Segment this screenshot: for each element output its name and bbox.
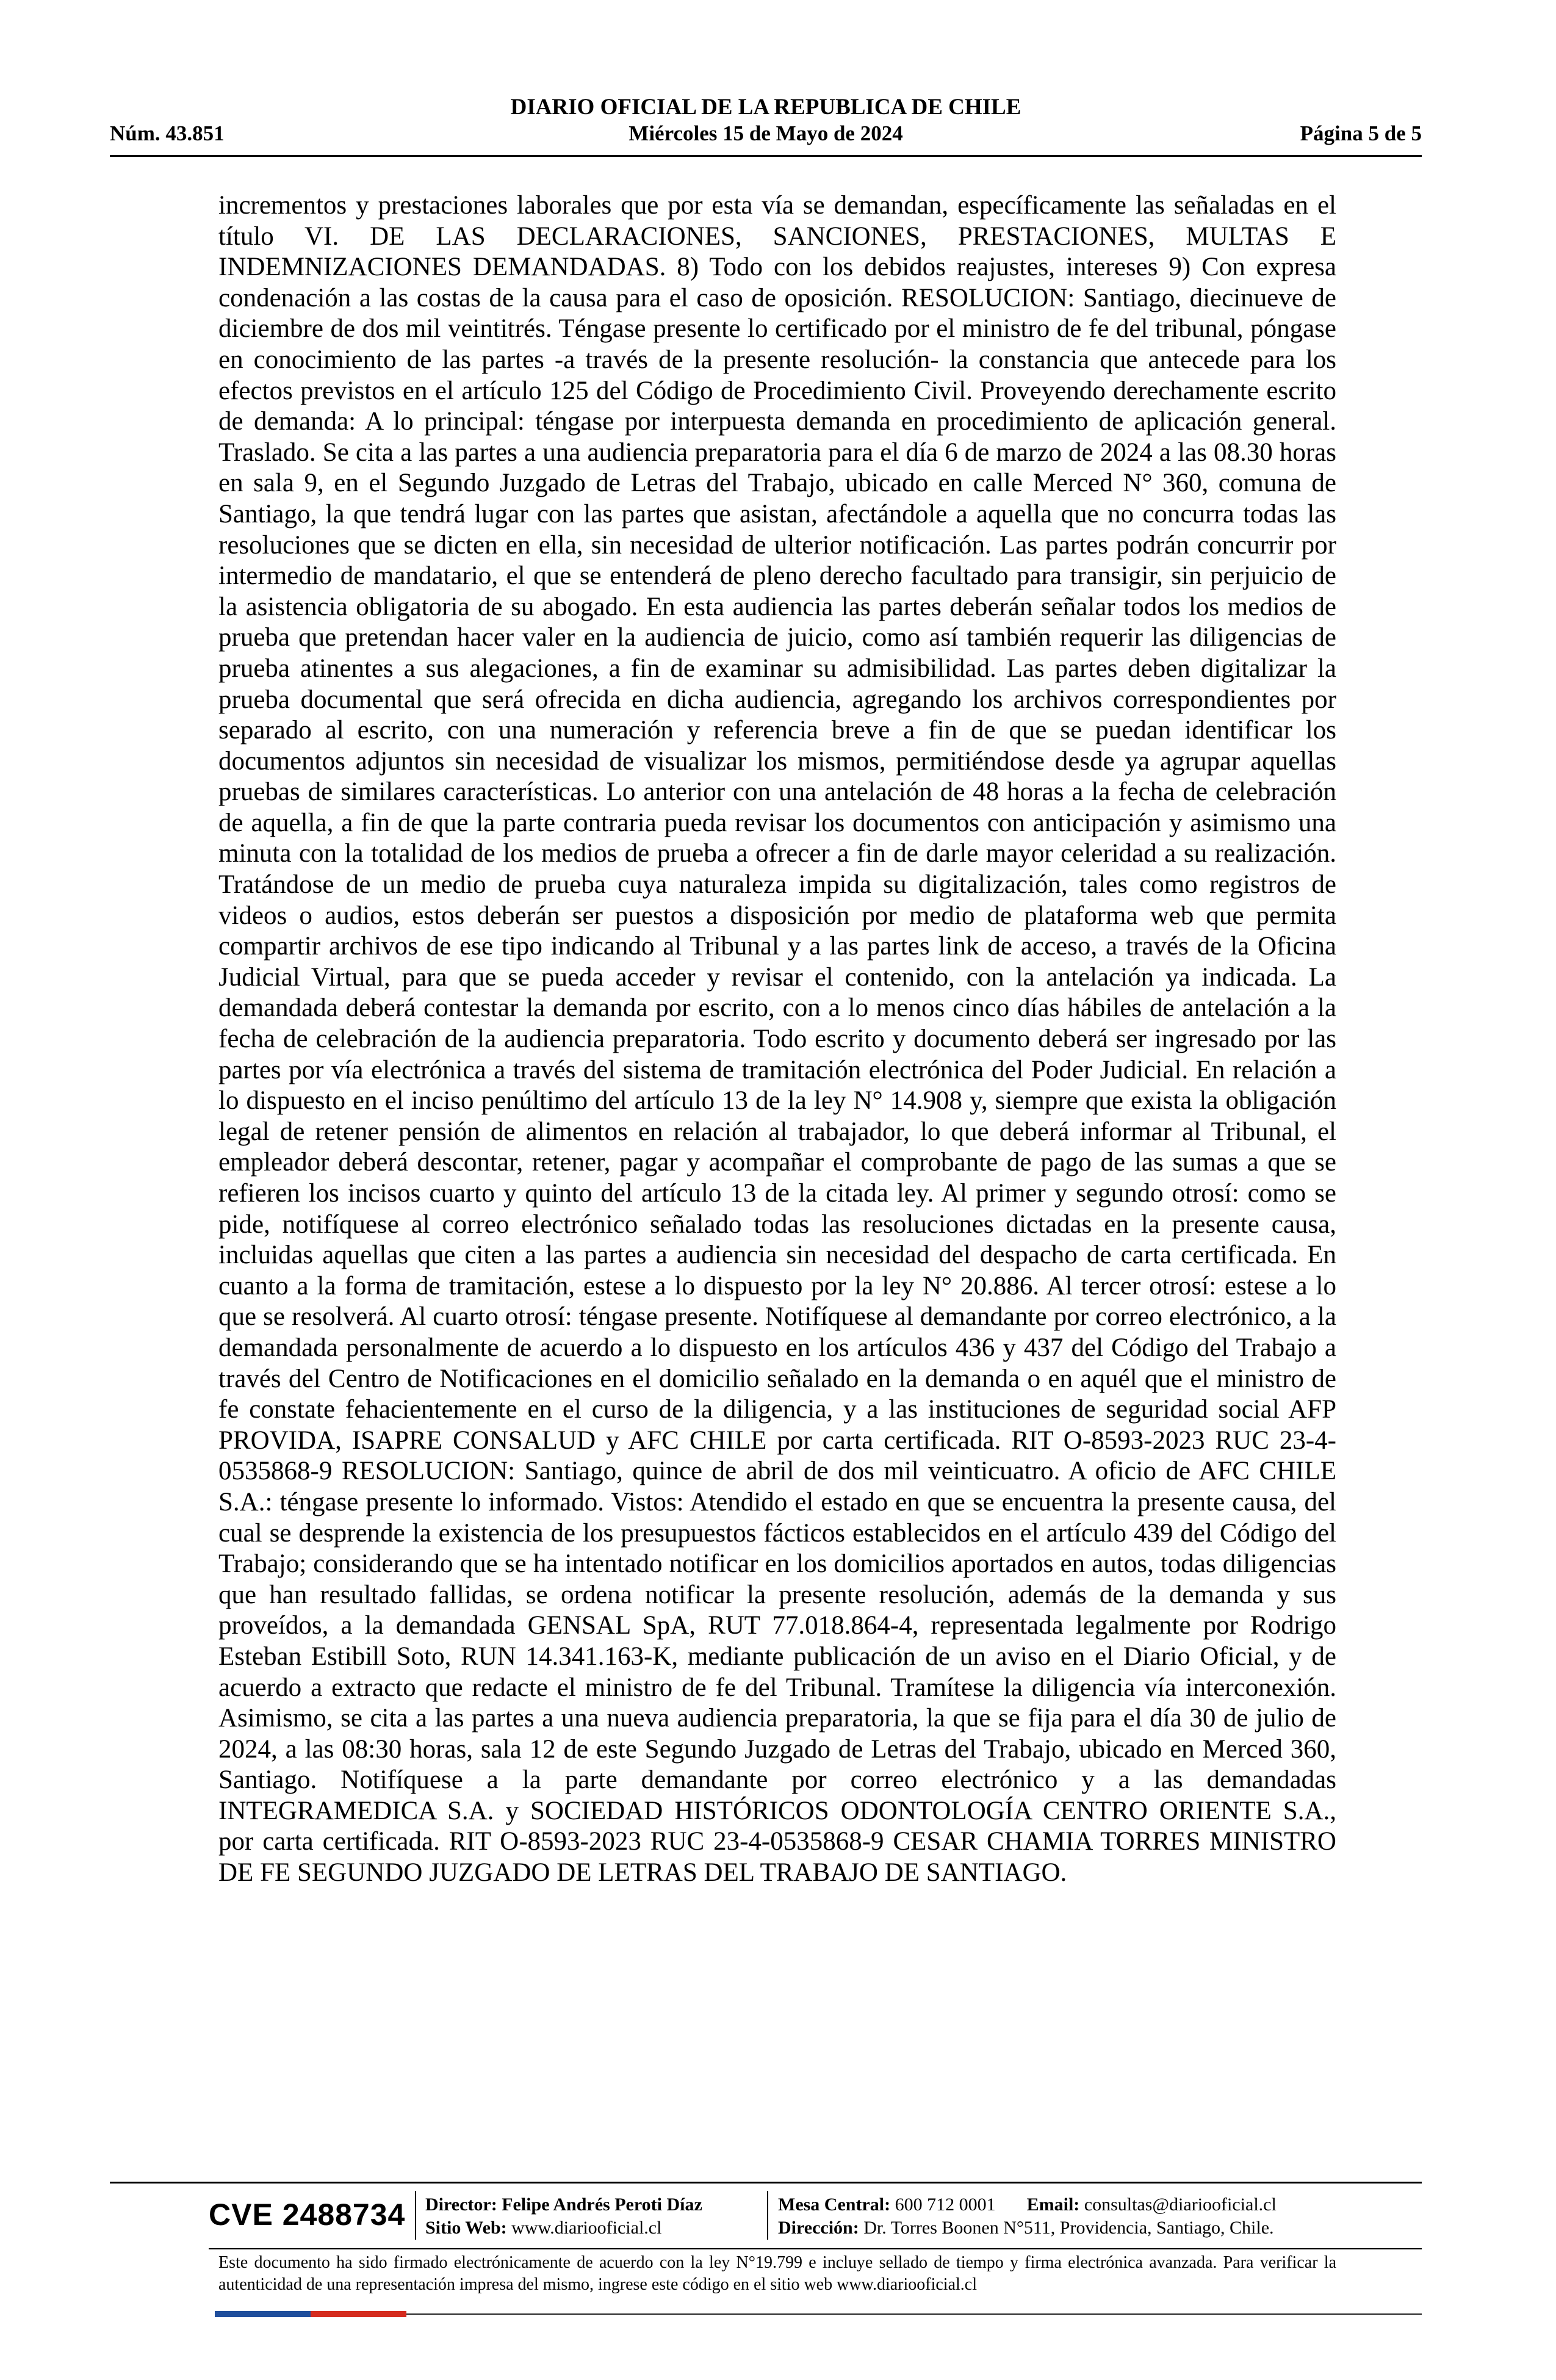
footer-contact-column [778,2193,1277,2240]
director-name: Felipe Andrés Peroti Díaz [502,2194,702,2215]
issue-number: Núm. 43.851 [110,121,225,145]
cve-code: CVE 2488734 [209,2198,406,2232]
flag-red-segment [311,2311,406,2317]
issue-date: Miércoles 15 de Mayo de 2024 [629,121,903,145]
email-label: Email: [1026,2194,1080,2215]
footer-divider [209,2248,1422,2249]
contact-line [778,2193,1277,2216]
website-line [425,2216,702,2240]
phone-label: Mesa Central: [778,2194,891,2215]
director-line [425,2193,702,2216]
address-label: Dirección: [778,2218,859,2238]
footer-director-column [425,2193,702,2240]
flag-color-bar [215,2311,406,2317]
body-paragraph: incrementos y prestaciones laborales que por esta vía se demandan, específicamente las señaladas en el título VI. DE LAS DECLARACIONES, SANCIONES, PRESTACIONES, MULTAS E INDEMNIZACIONES DEMANDADAS. 8) Todo con los debidos reajustes, intereses 9) Con expresa condenación a las costas de la causa para el caso de oposición. RESOLUCION: Santiago, diecinueve de diciembre de dos mil veintitrés. Téngase presente lo certificado por el ministro de fe del tribunal, póngase en conocimiento de las partes -a través de la presente resolución- la constancia que antecede para los efectos previstos en el artículo 125 del Código de Procedimiento Civil. Proveyendo derechamente escrito de demanda: A lo principal: téngase por interpuesta demanda en procedimiento de aplicación general. Traslado. Se cita a las partes a una audiencia preparatoria para el día 6 de marzo de 2024 a las 08.30 horas en sala 9, en el Segundo Juzgado de Letras del Trabajo, ubicado en calle Merced N° 360, comuna de Santiago, la que tendrá lugar con las partes que asistan, afectándole a aquella que no concurra todas las resoluciones que se dicten en ella, sin necesidad de ulterior notificación. Las partes podrán concurrir por intermedio de mandatario, el que se entenderá de pleno derecho facultado para transigir, sin perjuicio de la asistencia obligatoria de su abogado. En esta audiencia las partes deberán señalar todos los medios de prueba que pretendan hacer valer en la audiencia de juicio, como así también requerir las diligencias de prueba atinentes a sus alegaciones, a fin de examinar su admisibilidad. Las partes deben digitalizar la prueba documental que será ofrecida en dicha audiencia, agregando los archivos correspondientes por separado al escrito, con una numeración y referencia breve a fin de que se puedan identificar los documentos adjuntos sin necesidad de visualizar los mismos, permitiéndose desde ya agrupar aquellas pruebas de similares características. Lo anterior con una antelación de 48 horas a la fecha de celebración de aquella, a fin de que la parte contraria pueda revisar los documentos con anticipación y asimismo una minuta con la totalidad de los medios de prueba a ofrecer a fin de darle mayor celeridad a su realización. Tratándose de un medio de prueba cuya naturaleza impida su digitalización, tales como registros de videos o audios, estos deberán ser puestos a disposición por medio de plataforma web que permita compartir archivos de ese tipo indicando al Tribunal y a las partes link de acceso, a través de la Oficina Judicial Virtual, para que se pueda acceder y revisar el contenido, con la antelación ya indicada. La demandada deberá contestar la demanda por escrito, con a lo menos cinco días hábiles de antelación a la fecha de celebración de la audiencia preparatoria. Todo escrito y documento deberá ser ingresado por las partes por vía electrónica a través del sistema de tramitación electrónica del Poder Judicial. En relación a lo dispuesto en el inciso penúltimo del artículo 13 de la ley N° 14.908 y, siempre que exista la obligación legal de retener pensión de alimentos en relación al trabajador, lo que deberá informar al Tribunal, el empleador deberá descontar, retener, pagar y acompañar el comprobante de pago de las sumas a que se refieren los incisos cuarto y quinto del artículo 13 de la citada ley. Al primer y segundo otrosí: como se pide, notifíquese al correo electrónico señalado todas las resoluciones dictadas en la presente causa, incluidas aquellas que citen a las partes a audiencia sin necesidad del despacho de carta certificada. En cuanto a la forma de tramitación, estese a lo dispuesto por la ley N° 20.886. Al tercer otrosí: estese a lo que se resolverá. Al cuarto otrosí: téngase presente. Notifíquese al demandante por correo electrónico, a la demandada personalmente de acuerdo a lo dispuesto en los artículos 436 y 437 del Código del Trabajo a través del Centro de Notificaciones en el domicilio señalado en la demanda o en aquél que el ministro de fe constate fehacientemente en el curso de la diligencia, y a las instituciones de seguridad social AFP PROVIDA, ISAPRE CONSALUD y AFC CHILE por carta certificada. RIT O-8593-2023 RUC 23-4-0535868-9 RESOLUCION: Santiago, quince de abril de dos mil veinticuatro. A oficio de AFC CHILE S.A.: téngase presente lo informado. Vistos: Atendido el estado en que se encuentra la presente causa, del cual se desprende la existencia de los presupuestos fácticos establecidos en el artículo 439 del Código del Trabajo; considerando que se ha intentado notificar en los domicilios aportados en autos, todas diligencias que han resultado fallidas, se ordena notificar la presente resolución, además de la demanda y sus proveídos, a la demandada GENSAL SpA, RUT 77.018.864-4, representada legalmente por Rodrigo Esteban Estibill Soto, RUN 14.341.163-K, mediante publicación de un aviso en el Diario Oficial, y de acuerdo a extracto que redacte el ministro de fe del Tribunal. Tramítese la diligencia vía interconexión. Asimismo, se cita a las partes a una nueva audiencia preparatoria, la que se fija para el día 30 de julio de 2024, a las 08:30 horas, sala 12 de este Segundo Juzgado de Letras del Trabajo, ubicado en Merced 360, Santiago. Notifíquese a la parte demandante por correo electrónico y a las demandadas INTEGRAMEDICA S.A. y SOCIEDAD HISTÓRICOS ODONTOLOGÍA CENTRO ORIENTE S.A., por carta certificada. RIT O-8593-2023 RUC 23-4-0535868-9 CESAR CHAMIA TORRES MINISTRO DE FE SEGUNDO JUZGADO DE LETRAS DEL TRABAJO DE SANTIAGO. [218,191,1336,1888]
director-label: Director: [425,2194,497,2215]
page-number: Página 5 de 5 [1300,121,1422,145]
footer-separator [767,2191,768,2240]
footer-divider [110,2182,1422,2183]
email-link[interactable]: consultas@diariooficial.cl [1084,2194,1277,2215]
cve-box [209,2191,405,2238]
address-line [778,2216,1277,2240]
address-value: Dr. Torres Boonen N°511, Providencia, Santiago, Chile. [863,2218,1274,2238]
footer-bottom-rule [406,2313,1422,2315]
flag-blue-segment [215,2311,311,2317]
website-label: Sitio Web: [425,2218,507,2238]
website-link[interactable]: www.diariooficial.cl [511,2218,662,2238]
signature-disclaimer: Este documento ha sido firmado electrónicamente de acuerdo con la ley N°19.799 e incluye sellado de tiempo y firma electrónica avanzada. Para verificar la autenticidad de una representación impresa del mismo, ingrese este código en el sitio web www.diariooficial.cl [218,2253,1336,2294]
phone-value: 600 712 0001 [895,2194,996,2215]
publication-title: DIARIO OFICIAL DE LA REPUBLICA DE CHILE [510,95,1021,120]
document-body [218,190,1336,1889]
footer-separator [415,2191,416,2240]
page-header [110,92,1422,157]
